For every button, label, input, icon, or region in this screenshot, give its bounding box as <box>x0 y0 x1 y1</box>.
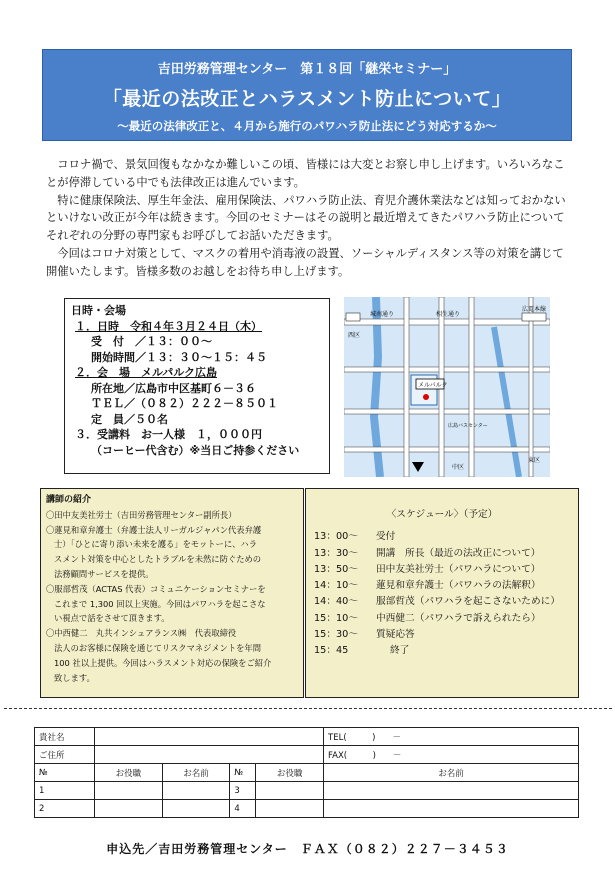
schedule-row <box>314 611 570 627</box>
name-input[interactable] <box>162 800 230 818</box>
lecturer-line: 〇中西健二 丸共インシュアランス㈱ 代表取締役 <box>46 628 237 639</box>
col-title: お役職 <box>95 764 163 782</box>
schedule-time: 14：10～ <box>314 580 359 592</box>
map-graphic <box>344 297 550 477</box>
col-name: お名前 <box>324 764 579 782</box>
row-number: 2 <box>35 800 95 818</box>
schedule-time: 14：40～ <box>314 596 359 608</box>
info-date: １．日時 令和４年３月２４日（木） <box>75 319 262 333</box>
col-no: № <box>35 764 95 782</box>
map-ward-label: 西区 <box>348 332 361 339</box>
schedule-item: 田中友美社労士（パワハラについて） <box>376 563 541 575</box>
application-form <box>34 727 579 818</box>
info-capacity: 定 員／５０名 <box>91 412 168 426</box>
company-field[interactable] <box>95 728 324 746</box>
intro-paragraph: 今回はコロナ対策として、マスクの着用や消毒液の設置、ソーシャルディスタンス等の対策を講じて開催いたします。皆様多数のお越しをお待ち申し上げます。 <box>46 246 564 278</box>
address-label: ご住所 <box>35 746 95 764</box>
info-fee-note: （コーヒー代含む）※当日ご持参ください <box>91 443 300 457</box>
schedule-row <box>314 546 570 562</box>
schedule-time: 15：30～ <box>314 629 359 641</box>
lecturer-line: 〇蓮見和章弁護士（弁護士法人リーガルジャパン代表弁護 <box>46 524 262 535</box>
lecturer-line: 致します。 <box>54 672 95 683</box>
info-reception: 受 付 ／１３：００～ <box>91 335 212 348</box>
map-place-label: 広島バスセンター <box>448 423 488 429</box>
col-name: お名前 <box>162 764 230 782</box>
info-title: 日時・会場 <box>71 304 126 317</box>
schedule-time: 13：30～ <box>314 547 359 559</box>
schedule-item: 服部哲茂（パワハラを起こさないために） <box>376 596 561 608</box>
lecturer-line: 100 社以上提供。今回はハラスメント対応の保険をご紹介 <box>54 657 272 668</box>
intro-text <box>46 156 570 281</box>
info-fee: ３．受講料 お一人様 １，０００円 <box>75 428 262 441</box>
venue-map <box>344 297 550 477</box>
col-title: お役職 <box>256 764 324 782</box>
seminar-subtitle: ～最近の法律改正と、４月から施行のパワハラ防止法にどう対応するか～ <box>117 119 497 133</box>
lecturer-line: 〇服部哲茂（ACTAS 代表）コミュニケーションセミナーを <box>46 583 266 594</box>
row-number: 1 <box>35 782 95 800</box>
name-input[interactable] <box>324 782 579 800</box>
schedule-item: 終了 <box>390 645 410 657</box>
intro-paragraph: コロナ禍で、景気回復もなかなか難しいこの頃、皆様には大変とお察し申し上げます。いろいろなことが停滞している中でも法律改正は進んでいます。 <box>46 158 565 189</box>
seminar-title: 「最近の法改正とハラスメント防止について」 <box>102 88 512 110</box>
map-ward-label: 東区 <box>528 457 541 464</box>
lecturer-line: い視点で話をさせて頂きます。 <box>54 613 170 624</box>
lecturer-line: 〇田中友美社労士（吉田労務管理センター副所長） <box>46 509 237 520</box>
schedule-row <box>314 562 570 578</box>
map-road-label: 相生通り <box>436 311 461 318</box>
schedule-item: 開講 所長（最近の法改正について） <box>376 547 541 559</box>
lecturer-line: 士）「ひとに寄り添い未来を護る」をモットーに、ハラ <box>54 539 258 550</box>
info-venue: ２．会 場 メルパルク広島 <box>75 366 218 379</box>
map-ward-label: 中区 <box>452 464 465 471</box>
info-address: 所在地／広島市中区基町６－３６ <box>91 381 256 395</box>
lecturer-box <box>40 488 304 698</box>
lecturer-line: これまで 1,300 回以上実施。今回はパワハラを起こさな <box>54 598 266 609</box>
lecturer-title: 講師の紹介 <box>46 495 92 505</box>
title-input[interactable] <box>95 800 163 818</box>
schedule-item: 質疑応答 <box>376 629 415 641</box>
cut-line <box>4 708 612 709</box>
address-field[interactable] <box>95 746 324 764</box>
row-number: 3 <box>230 782 256 800</box>
schedule-row <box>314 594 570 610</box>
schedule-row <box>314 627 570 643</box>
map-road-label: 城南通り <box>370 311 395 318</box>
schedule-time: 13：50～ <box>314 563 359 575</box>
row-number: 4 <box>230 800 256 818</box>
schedule-row <box>314 578 570 594</box>
name-input[interactable] <box>162 782 230 800</box>
title-input[interactable] <box>95 782 163 800</box>
tel-field[interactable]: TEL( ) － <box>324 728 579 746</box>
schedule-title: 〈スケジュール〉（予定） <box>386 509 498 520</box>
map-venue-label: メルパルク <box>418 382 448 389</box>
info-start-time: 開始時間／１３：３０～１５：４５ <box>91 350 267 364</box>
title-input[interactable] <box>256 800 324 818</box>
schedule-box <box>305 488 579 698</box>
schedule-time: 15：10～ <box>314 612 359 624</box>
col-no: № <box>230 764 256 782</box>
schedule-time: 13：00～ <box>314 531 359 543</box>
intro-paragraph: 特に健康保険法、厚生年金法、雇用保険法、パワハラ防止法、育児介護休業法などは知っておかないといけない改正が今年は続きます。今回のセミナーはその説明と最近増えてきたパワハラ防止についてそれぞれの分野の専門家もお呼びしてお話いただきます。 <box>46 193 566 243</box>
fax-field[interactable]: FAX( ) － <box>324 746 579 764</box>
schedule-row <box>314 529 570 545</box>
title-banner <box>42 49 572 141</box>
schedule-row <box>314 643 570 659</box>
organizer-line: 吉田労務管理センター 第１８回「継栄セミナー」 <box>157 62 457 77</box>
lecturer-line: スメント対策を中心としたトラブルを未然に防ぐための <box>54 554 262 565</box>
contact-footer: 申込先／吉田労務管理センター ＦＡＸ（０８２）２２７－３４５３ <box>106 842 509 856</box>
title-input[interactable] <box>256 782 324 800</box>
lecturer-line: 法人のお客様に保険を通じてリスクマネジメントを年間 <box>54 642 262 653</box>
name-input[interactable] <box>324 800 579 818</box>
schedule-item: 受付 <box>376 531 396 543</box>
company-label: 貴社名 <box>35 728 95 746</box>
schedule-item: 蓮見和章弁護士（パワハラの法解釈） <box>376 580 541 592</box>
lecturer-line: 法務顧問サービスを提供。 <box>54 568 154 579</box>
schedule-item: 中西健二（パワハラで訴えられたら） <box>376 612 541 624</box>
info-tel: ＴＥＬ／（０８２）２２２－８５０１ <box>91 397 278 410</box>
event-info-box <box>64 298 330 474</box>
schedule-time: 15：45 <box>314 645 349 657</box>
map-road-label: 広電本線 <box>522 306 547 313</box>
